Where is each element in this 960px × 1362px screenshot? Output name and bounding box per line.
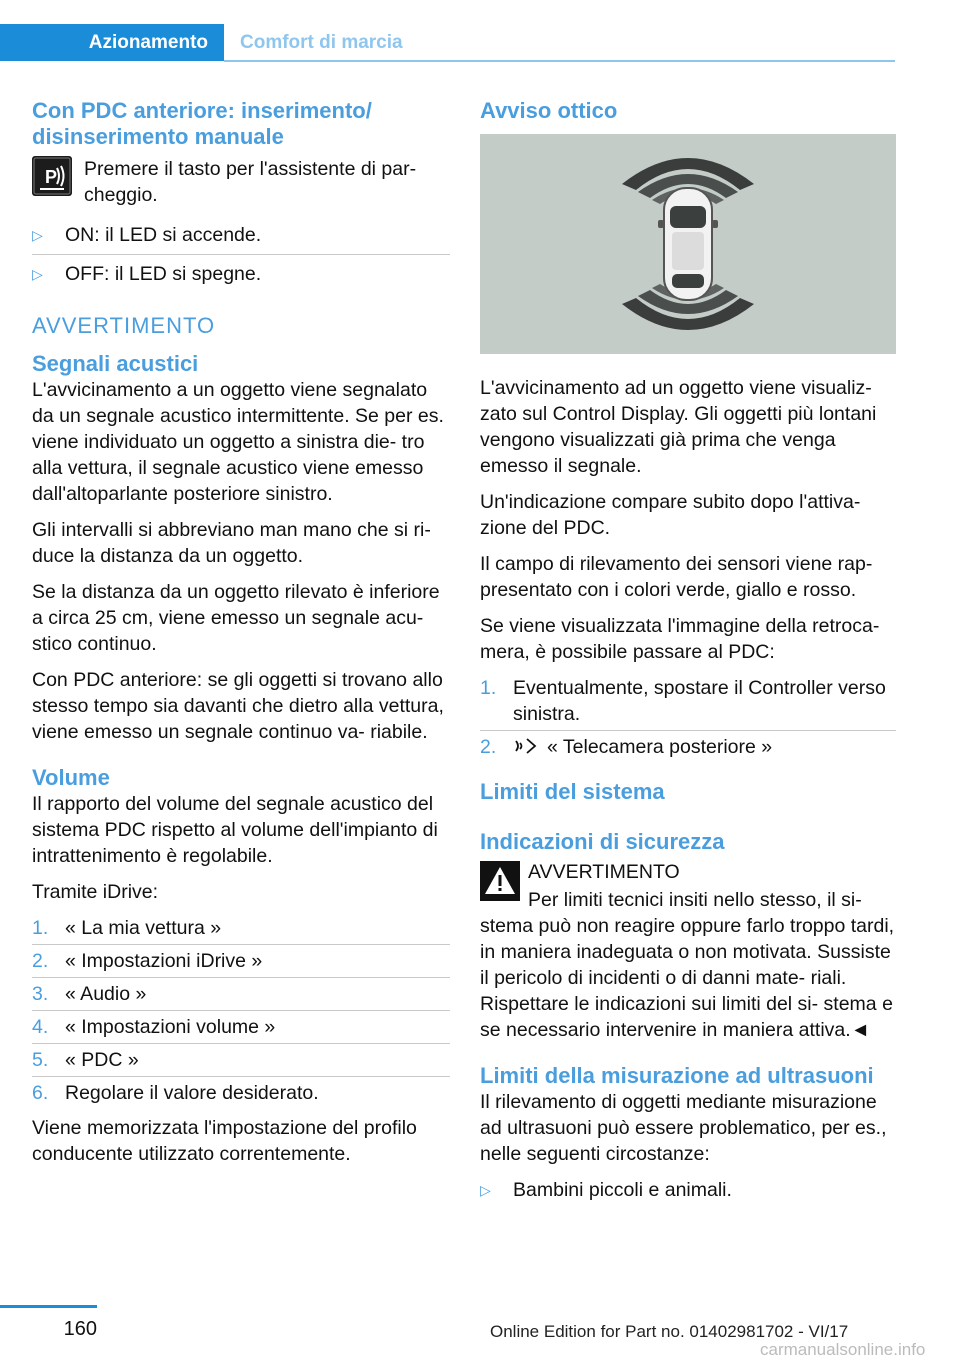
list-item: 5. « PDC » xyxy=(32,1047,450,1077)
section-tab-inactive[interactable]: Comfort di marcia xyxy=(240,32,403,53)
list-item: 6. Regolare il valore desiderato. xyxy=(32,1082,319,1104)
warning-heading: AVVERTIMENTO xyxy=(528,861,680,883)
pdc-display-illustration xyxy=(480,134,896,354)
heading-limiti-sistema: Limiti del sistema xyxy=(480,779,665,804)
button-instruction-text: Premere il tasto per l'assistente di par‐ cheggio. xyxy=(84,158,417,206)
list-item: 2. « Telecamera posteriore » xyxy=(480,736,773,758)
list-item: ▷ ON: il LED si accende. xyxy=(32,222,450,255)
heading-segnali-acustici: Segnali acustici xyxy=(32,351,199,376)
section-tab-active[interactable]: Azionamento xyxy=(0,24,224,61)
heading-avviso-ottico: Avviso ottico xyxy=(480,98,618,123)
paragraph: Se viene visualizzata l'immagine della retroca‐ mera, è possibile passare al PDC: xyxy=(480,615,880,663)
heading-volume: Volume xyxy=(32,765,110,790)
heading-avvertimento: AVVERTIMENTO xyxy=(32,313,216,338)
list-item: 1. Eventualmente, spostare il Controller verso sinistra. xyxy=(480,675,896,731)
warning-triangle-icon xyxy=(480,861,520,901)
edition-footer: Online Edition for Part no. 01402981702 - VI/17 xyxy=(490,1322,849,1341)
pdc-button-instruction xyxy=(32,156,450,208)
list-item: 3. « Audio » xyxy=(32,981,450,1011)
footer-divider xyxy=(0,1305,97,1308)
paragraph: Viene memorizzata l'impostazione del profilo conducente utilizzato correntemente. xyxy=(32,1117,417,1165)
paragraph: Gli intervalli si abbreviano man mano che si ri‐ duce la distanza da un oggetto. xyxy=(32,519,431,567)
circumstances-list xyxy=(480,1177,896,1209)
paragraph: Un'indicazione compare subito dopo l'attiva‐ zione del PDC. xyxy=(480,491,861,539)
paragraph: Il rilevamento di oggetti mediante misurazione ad ultrasuoni può essere problematico, per es., nelle seguenti circostanze: xyxy=(480,1091,887,1165)
page-number: 160 xyxy=(63,1318,97,1340)
pdc-symbol-icon xyxy=(513,737,539,755)
paragraph: Il campo di rilevamento dei sensori viene rap‐ presentato con i colori verde, giallo e rosso. xyxy=(480,553,873,601)
list-item: 1. « La mia vettura » xyxy=(32,915,450,945)
paragraph: Con PDC anteriore: se gli oggetti si trovano allo stesso tempo sia davanti che dietro alla vettura, viene emesso un segnale continuo va‐ riabile. xyxy=(32,669,444,743)
left-column xyxy=(32,98,450,1177)
heading-sicurezza: Indicazioni di sicurezza xyxy=(480,829,725,854)
paragraph: L'avvicinamento a un oggetto viene segnalato da un segnale acustico intermittente. Se per es. viene individuato un oggetto a sinistra die‐ tro alla vettura, il segnale acustico viene emesso dall'altoparlante posteriore sinistro. xyxy=(32,379,444,505)
list-item: 4. « Impostazioni volume » xyxy=(32,1014,450,1044)
triangle-bullet-icon: ▷ xyxy=(480,1182,491,1198)
list-item: ▷ OFF: il LED si spegne. xyxy=(32,263,262,285)
paragraph: L'avvicinamento ad un oggetto viene visualiz‐ zato sul Control Display. Gli oggetti più lontani vengono visualizzati già prima che venga emesso il segnale. xyxy=(480,377,877,477)
svg-text:P: P xyxy=(45,167,58,187)
triangle-bullet-icon: ▷ xyxy=(32,227,43,243)
warning-text: Per limiti tecnici insiti nello stesso, il si‐ stema può non reagire oppure farlo troppo tardi, in maniera inadeguata o non motivata. Sussiste il pericolo di incidenti o di danni mate‐ riali. Rispettare le indicazioni sui limiti del si‐ stema e se necessario intervenire in maniera attiva.◄ xyxy=(480,889,895,1041)
right-column xyxy=(480,98,896,1219)
paragraph: Tramite iDrive: xyxy=(32,881,159,903)
paragraph: Se la distanza da un oggetto rilevato è inferiore a circa 25 cm, viene emesso un segnale acu‐ stico continuo. xyxy=(32,581,440,655)
paragraph: Il rapporto del volume del segnale acustico del sistema PDC rispetto al volume dell'impianto di intrattenimento è regolabile. xyxy=(32,793,438,867)
header-divider xyxy=(224,60,895,62)
list-item: 2. « Impostazioni iDrive » xyxy=(32,948,450,978)
volume-steps-list xyxy=(32,915,450,1109)
heading-pdc-manual: Con PDC anteriore: inserimento/ disinserimento manuale xyxy=(32,98,372,149)
watermark: carmanualsonline.info xyxy=(760,1340,926,1359)
camera-steps-list xyxy=(480,675,896,763)
list-item: ▷ Bambini piccoli e animali. xyxy=(480,1179,732,1201)
parking-assist-button-icon xyxy=(32,156,72,196)
page-header xyxy=(0,0,960,62)
triangle-bullet-icon: ▷ xyxy=(32,266,43,282)
heading-ultrasuoni: Limiti della misurazione ad ultrasuoni xyxy=(480,1063,874,1088)
on-off-list xyxy=(32,222,450,293)
